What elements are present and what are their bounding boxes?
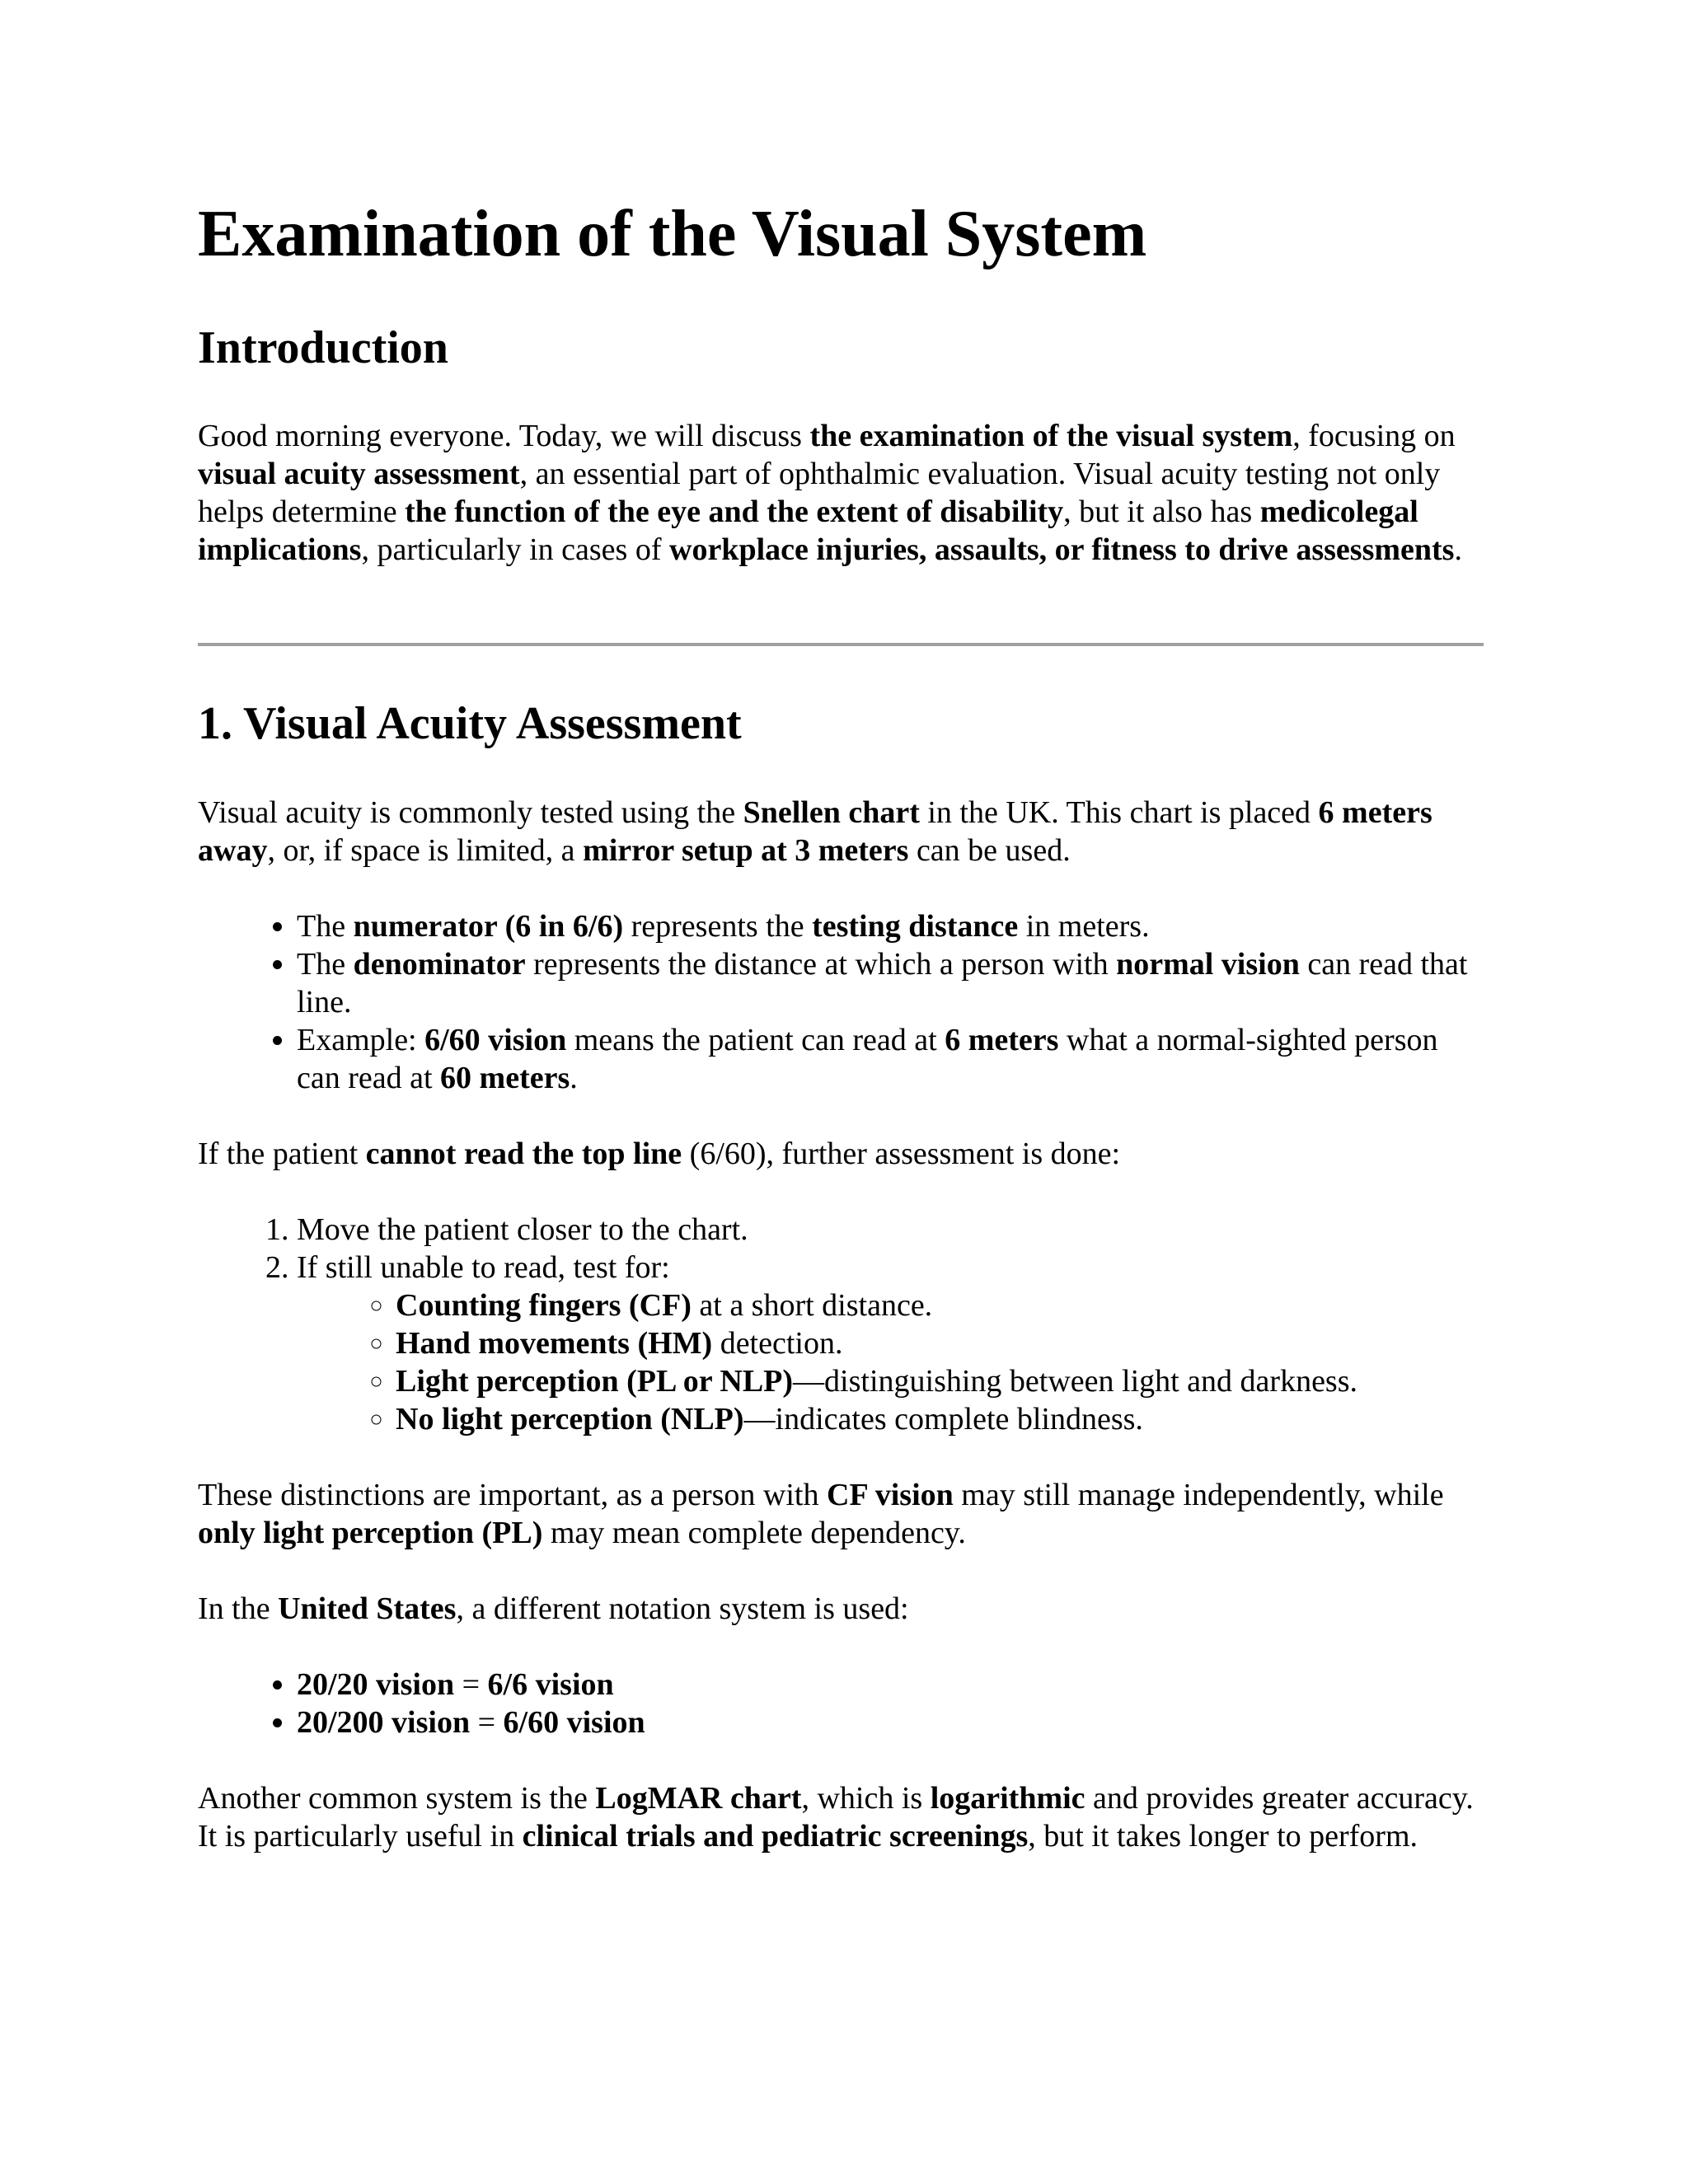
bold-run: testing distance: [812, 908, 1019, 944]
text-run: Move the patient closer to the chart.: [297, 1212, 748, 1247]
bold-run: Hand movements (HM): [396, 1325, 713, 1361]
vision-tests-sublist: [297, 1286, 1484, 1438]
text-run: represents the distance at which a person with: [525, 946, 1117, 982]
text-run: =: [470, 1704, 504, 1740]
bold-run: 6/60 vision: [503, 1704, 645, 1740]
us-notation-list: [198, 1666, 1484, 1741]
bold-run: No light perception (NLP): [396, 1401, 744, 1436]
bold-run: the examination of the visual system: [809, 419, 1293, 454]
text-run: Example:: [297, 1022, 425, 1057]
distinctions-paragraph: [198, 1476, 1484, 1552]
text-run: —distinguishing between light and darkness.: [793, 1363, 1358, 1399]
text-run: at a short distance.: [691, 1287, 933, 1323]
bold-run: visual acuity assessment: [198, 457, 520, 492]
text-run: If still unable to read, test for:: [297, 1249, 670, 1285]
list-item: [297, 1021, 1484, 1097]
bold-run: Light perception (PL or NLP): [396, 1363, 794, 1399]
bold-run: 6/6 vision: [487, 1666, 614, 1702]
bold-run: LogMAR chart: [595, 1780, 802, 1816]
introduction-paragraph: [198, 417, 1484, 569]
text-run: in meters.: [1018, 908, 1150, 944]
top-line-paragraph: [198, 1135, 1484, 1173]
logmar-paragraph: [198, 1779, 1484, 1855]
text-run: The: [297, 908, 354, 944]
document-page: [198, 198, 1484, 1855]
text-run: can be used.: [908, 832, 1071, 868]
bold-run: workplace injuries, assaults, or fitness to drive assessments: [669, 532, 1455, 568]
list-item: [297, 1249, 1484, 1438]
introduction-heading: Introduction: [198, 322, 448, 373]
bold-run: numerator (6 in 6/6): [353, 908, 624, 944]
list-item: [396, 1286, 1484, 1324]
text-run: , a different notation system is used:: [456, 1591, 909, 1626]
text-run: , an essential part of ophthalmic evaluation. Visual acuity testing not only helps determine: [198, 457, 1441, 530]
bold-run: United States: [278, 1591, 457, 1626]
snellen-bullet-list: [198, 907, 1484, 1097]
list-item: [297, 1666, 1484, 1704]
bold-run: medicolegal implications: [198, 494, 1418, 568]
list-item: [396, 1362, 1484, 1400]
text-run: , but it takes longer to perform.: [1028, 1818, 1418, 1854]
text-run: These distinctions are important, as a person with: [198, 1477, 827, 1512]
list-item: [396, 1400, 1484, 1438]
bold-run: logarithmic: [930, 1780, 1085, 1816]
text-run: , but it also has: [1063, 494, 1260, 530]
bold-run: CF vision: [827, 1477, 954, 1512]
bold-run: 6 meters away: [198, 794, 1432, 868]
text-run: , focusing on: [1292, 419, 1456, 454]
text-run: can read that line.: [297, 946, 1468, 1019]
text-run: may still manage independently, while: [953, 1477, 1444, 1512]
text-run: (6/60), further assessment is done:: [682, 1136, 1121, 1171]
united-states-paragraph: [198, 1590, 1484, 1628]
bold-run: 60 meters: [440, 1060, 570, 1095]
text-run: The: [297, 946, 354, 982]
bold-run: normal vision: [1116, 946, 1300, 982]
text-run: Another common system is the: [198, 1780, 596, 1816]
text-run: detection.: [712, 1325, 843, 1361]
bold-run: mirror setup at 3 meters: [583, 832, 909, 868]
list-item: [297, 907, 1484, 945]
text-run: Visual acuity is commonly tested using the: [198, 794, 743, 830]
list-item: [297, 1704, 1484, 1741]
bold-run: Counting fingers (CF): [396, 1287, 692, 1323]
bold-run: only light perception (PL): [198, 1515, 543, 1550]
bold-run: 20/200 vision: [297, 1704, 471, 1740]
text-run: If the patient: [198, 1136, 366, 1171]
text-run: may mean complete dependency.: [542, 1515, 966, 1550]
bold-run: 6 meters: [945, 1022, 1059, 1057]
text-run: =: [454, 1666, 488, 1702]
bold-run: clinical trials and pediatric screenings: [522, 1818, 1029, 1854]
text-run: .: [1454, 532, 1462, 568]
text-run: .: [570, 1060, 578, 1095]
text-run: —indicates complete blindness.: [743, 1401, 1143, 1436]
document-title: Examination of the Visual System: [198, 198, 1147, 270]
list-item: [396, 1324, 1484, 1362]
bold-run: 6/60 vision: [424, 1022, 567, 1057]
section-divider: [198, 643, 1484, 646]
text-run: what a normal-sighted person can read at: [297, 1022, 1438, 1095]
text-run: means the patient can read at: [566, 1022, 945, 1057]
text-run: In the: [198, 1591, 279, 1626]
list-item: [297, 945, 1484, 1021]
bold-run: denominator: [353, 946, 526, 982]
text-run: , particularly in cases of: [361, 532, 669, 568]
text-run: Good morning everyone. Today, we will discuss: [198, 419, 810, 454]
assessment-steps-list: [198, 1211, 1484, 1438]
text-run: represents the: [623, 908, 813, 944]
text-run: and provides greater accuracy. It is particularly useful in: [198, 1780, 1474, 1854]
bold-run: 20/20 vision: [297, 1666, 455, 1702]
text-run: , which is: [801, 1780, 931, 1816]
list-item: [297, 1211, 1484, 1249]
text-run: in the UK. This chart is placed: [919, 794, 1319, 830]
visual-acuity-heading: 1. Visual Acuity Assessment: [198, 698, 742, 750]
text-run: , or, if space is limited, a: [267, 832, 584, 868]
bold-run: cannot read the top line: [365, 1136, 682, 1171]
bold-run: Snellen chart: [743, 794, 920, 830]
snellen-paragraph: [198, 794, 1484, 869]
bold-run: the function of the eye and the extent of disability: [405, 494, 1064, 530]
